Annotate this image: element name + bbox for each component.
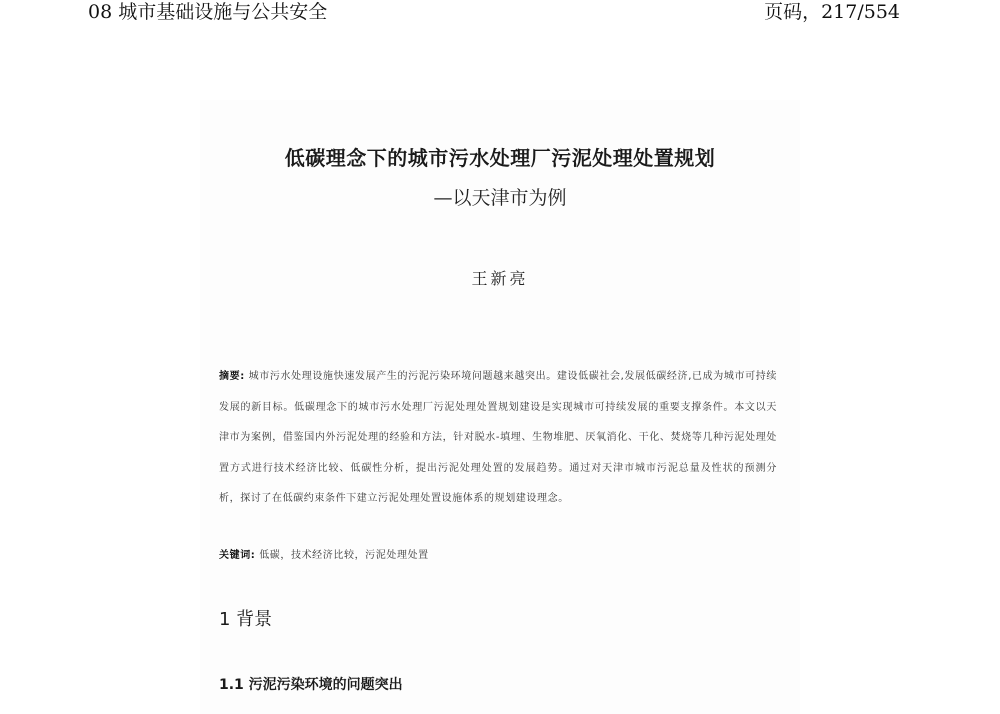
keywords	[219, 543, 777, 569]
keywords-text: 低碳，技术经济比较，污泥处理处置	[259, 550, 429, 561]
section-heading-background: 1 背景	[219, 609, 273, 630]
abstract	[219, 362, 777, 515]
abstract-text: 城市污水处理设施快速发展产生的污泥污染环境问题越来越突出。建设低碳社会,发展低碳经济,已成为城市可持续发展的新目标。低碳理念下的城市污水处理厂污泥处理处置规划建设是实现城市可持续发展的重要支撑条件。本文以天津市为案例，借鉴国内外污泥处理的经验和方法，针对脱水-填埋、生物堆肥、厌氧消化、干化、焚烧等几种污泥处理处置方式进行技术经济比较、低碳性分析，提出污泥处理处置的发展趋势。通过对天津市城市污泥总量及性状的预测分析，探讨了在低碳约束条件下建立污泥处理处置设施体系的规划建设理念。	[219, 371, 777, 504]
paper-author: 王新亮	[471, 269, 529, 288]
running-header	[0, 0, 1000, 26]
paper-title: 低碳理念下的城市污水处理厂污泥处理处置规划	[284, 146, 716, 170]
paper-subtitle: —以天津市为例	[433, 187, 567, 209]
header-section-title: 08 城市基础设施与公共安全	[88, 1, 328, 23]
keywords-label: 关键词:	[219, 550, 256, 561]
header-page-number: 页码，217/554	[764, 1, 900, 23]
abstract-label: 摘要:	[219, 371, 245, 382]
subsection-heading: 1.1 污泥污染环境的问题突出	[219, 677, 403, 693]
